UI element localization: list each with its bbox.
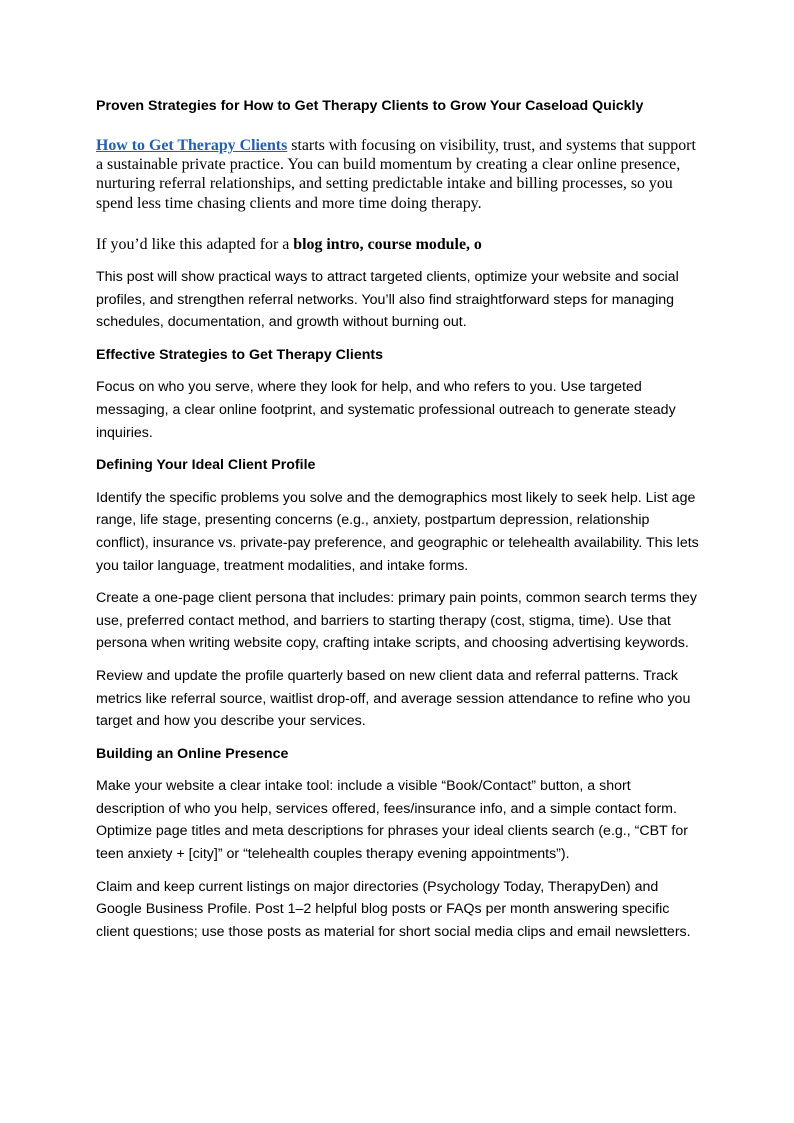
adapt-bold: blog intro, course module, o xyxy=(293,235,482,253)
section-heading-strategies: Effective Strategies to Get Therapy Clients xyxy=(96,346,383,363)
adapt-line xyxy=(96,235,702,254)
online-presence-paragraph-2: Claim and keep current listings on major directories (Psychology Today, TherapyDen) and Google Business Profile. Post 1–2 helpful blog posts or FAQs per month answering specific client questions; use those posts as material for short social media clips and email newsletters. xyxy=(96,878,691,940)
strategies-paragraph: Focus on who you serve, where they look for help, and who refers to you. Use targeted messaging, a clear online footprint, and systematic professional outreach to generate steady inquiries. xyxy=(96,379,676,441)
intro-text: starts with focusing on visibility, trust, and systems that support a sustainable private practice. You can build momentum by creating a clear online presence, nurturing referral relationships, and setting predictable intake and billing processes, so you spend less time chasing clients and more time doing therapy. xyxy=(96,137,696,212)
overview-paragraph: This post will show practical ways to attract targeted clients, optimize your website and social profiles, and strengthen referral networks. You’ll also find straightforward steps for managing schedules, documentation, and growth without burning out. xyxy=(96,269,679,331)
online-presence-paragraph-1: Make your website a clear intake tool: include a visible “Book/Contact” button, a short description of who you help, services offered, fees/insurance info, and a simple contact form. Optimize page titles and meta descriptions for phrases your ideal clients search (e.g., “CBT for teen anxiety + [city]” or “telehealth couples therapy evening appointments”). xyxy=(96,778,688,863)
section-heading-ideal-client: Defining Your Ideal Client Profile xyxy=(96,457,316,474)
ideal-client-paragraph-1: Identify the specific problems you solve and the demographics most likely to seek help. List age range, life stage, presenting concerns (e.g., anxiety, postpartum depression, relationship conflict), insurance vs. private-pay preference, and geographic or telehealth availability. This lets you tailor language, treatment modalities, and intake forms. xyxy=(96,489,699,574)
therapy-clients-link[interactable]: How to Get Therapy Clients xyxy=(96,137,288,154)
document-title: Proven Strategies for How to Get Therapy Clients to Grow Your Caseload Quickly xyxy=(96,98,644,114)
ideal-client-paragraph-2: Create a one-page client persona that includes: primary pain points, common search terms they use, preferred contact method, and barriers to starting therapy (cost, stigma, time). Use that persona when writing website copy, crafting intake scripts, and choosing advertising keywords. xyxy=(96,590,697,652)
section-heading-online-presence: Building an Online Presence xyxy=(96,745,289,762)
intro-paragraph xyxy=(96,136,702,213)
ideal-client-paragraph-3: Review and update the profile quarterly based on new client data and referral patterns. Track metrics like referral source, waitlist drop-off, and average session attendance to refine who you target and how you describe your services. xyxy=(96,667,691,730)
document-page xyxy=(96,96,702,953)
adapt-prefix: If you’d like this adapted for a xyxy=(96,235,294,253)
